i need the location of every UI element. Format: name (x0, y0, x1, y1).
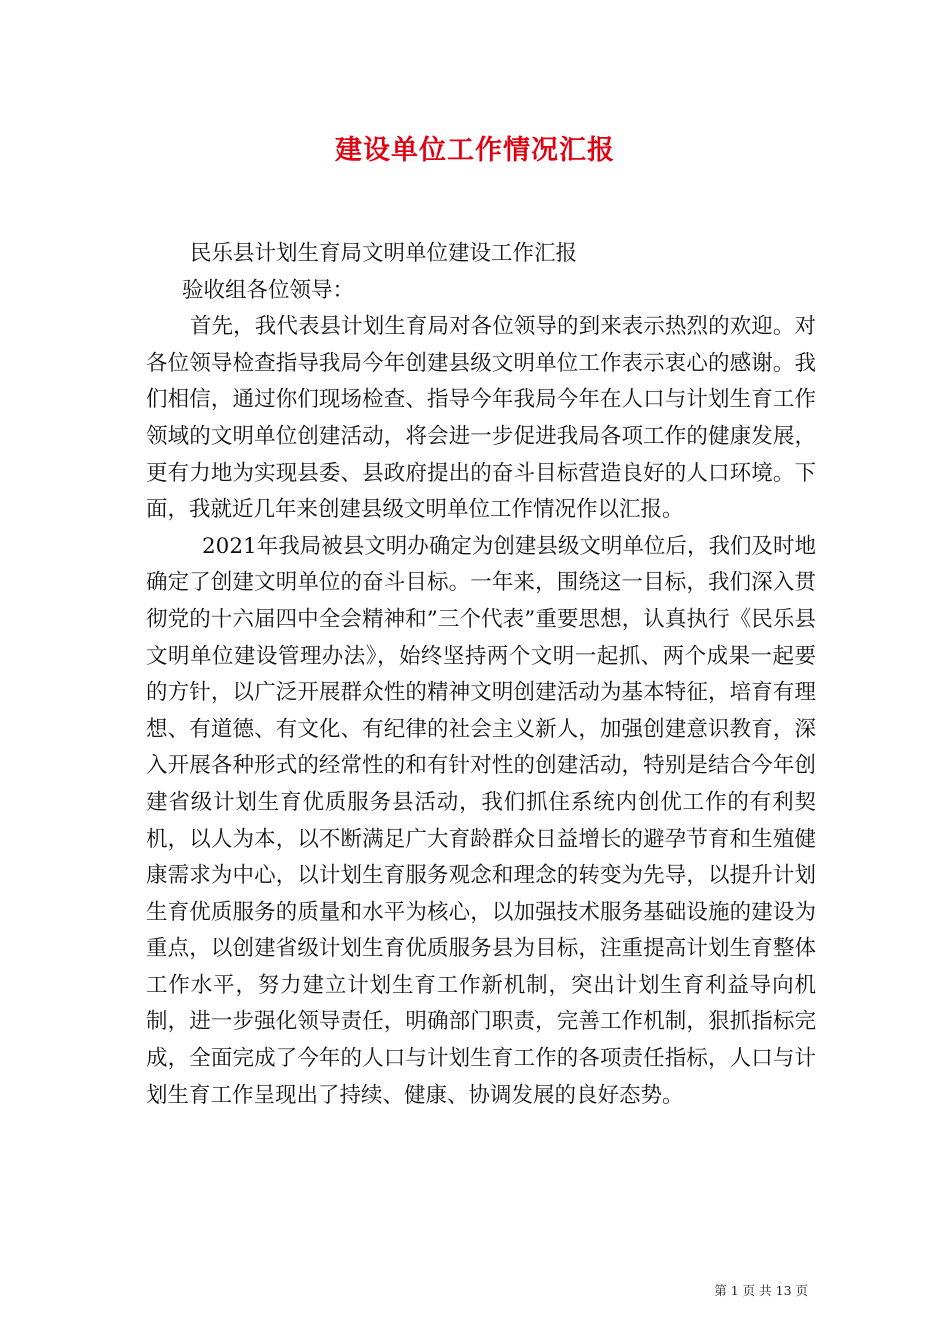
document-body (146, 236, 816, 1114)
document-subtitle: 民乐县计划生育局文明单位建设工作汇报 (190, 241, 578, 266)
salutation: 验收组各位领导： (182, 277, 355, 303)
page-indicator: 第 1 页 共 13 页 (714, 1283, 808, 1298)
paragraph-2: 2021年我局被县文明办确定为创建县级文明单位后，我们及时地确定了创建文明单位的奋斗目标。一年来，围绕这一目标，我们深入贯彻党的十六届四中全会精神和”三个代表”重要思想，认真执行《民乐县文明单位建设管理办法》，始终坚持两个文明一起抓、两个成果一起要的方针，以广泛开展群众性的精神文明创建活动为基本特征，培育有理想、有道德、有文化、有纪律的社会主义新人，加强创建意识教育，深入开展各种形式的经常性的和有针对性的创建活动，特别是结合今年创建省级计划生育优质服务县活动，我们抓住系统内创优工作的有利契机，以人为本，以不断满足广大育龄群众日益增长的避孕节育和生殖健康需求为中心，以计划生育服务观念和理念的转变为先导，以提升计划生育优质服务的质量和水平为核心，以加强技术服务基础设施的建设为重点，以创建省级计划生育优质服务县为目标，注重提高计划生育整体工作水平，努力建立计划生育工作新机制，突出计划生育利益导向机制，进一步强化领导责任，明确部门职责，完善工作机制，狠抓指标完成，全面完成了今年的人口与计划生育工作的各项责任指标，人口与计划生育工作呈现出了持续、健康、协调发展的良好态势。 (146, 533, 816, 1108)
document-title: 建设单位工作情况汇报 (335, 135, 615, 166)
paragraph-1: 首先，我代表县计划生育局对各位领导的到来表示热烈的欢迎。对各位领导检查指导我局今年创建县级文明单位工作表示衷心的感谢。我们相信，通过你们现场检查、指导今年我局今年在人口与计划生育工作领域的文明单位创建活动，将会进一步促进我局各项工作的健康发展，更有力地为实现县委、县政府提出的奋斗目标营造良好的人口环境。下面，我就近几年来创建县级文明单位工作情况作以汇报。 (146, 314, 816, 523)
